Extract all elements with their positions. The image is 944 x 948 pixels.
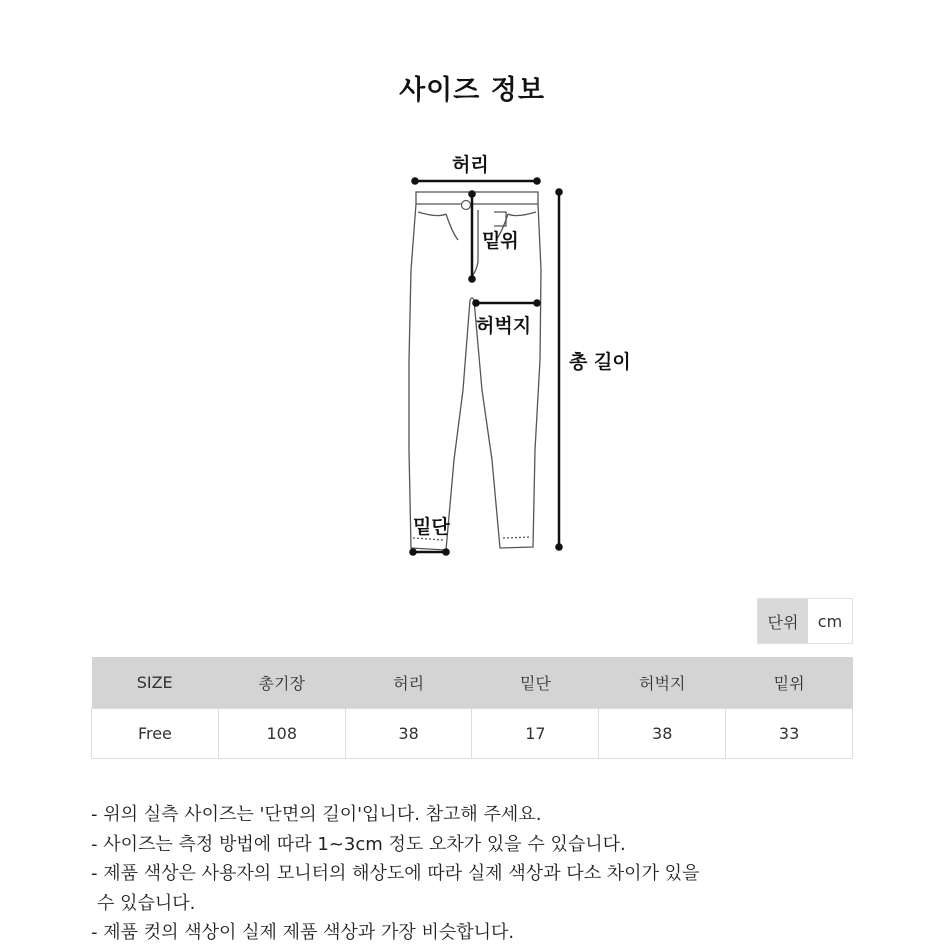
size-notes <box>91 800 851 948</box>
note-line: - 위의 실측 사이즈는 '단면의 길이'입니다. 참고해 주세요. <box>91 804 542 825</box>
cell-thigh: 38 <box>599 709 726 759</box>
thigh-label: 허벅지 <box>476 315 532 337</box>
total-length-label: 총 길이 <box>569 351 631 373</box>
waist-label: 허리 <box>452 154 489 176</box>
note-line: - 사이즈는 측정 방법에 따라 1~3cm 정도 오차가 있을 수 있습니다. <box>91 833 626 855</box>
header-size: SIZE <box>92 657 219 709</box>
cell-rise: 33 <box>726 709 853 759</box>
button-icon <box>462 201 471 210</box>
pants-outline <box>409 192 541 550</box>
note-line: - 제품 색상은 사용자의 모니터의 해상도에 따라 실제 색상과 다소 차이가 있을 <box>91 863 700 884</box>
unit-value: cm <box>808 599 852 643</box>
unit-indicator <box>757 598 853 644</box>
unit-label: 단위 <box>758 599 808 643</box>
hem-label: 밑단 <box>413 516 450 538</box>
header-hem: 밑단 <box>472 657 599 709</box>
header-waist: 허리 <box>345 657 472 709</box>
cell-total-length: 108 <box>218 709 345 759</box>
size-table <box>91 657 853 759</box>
header-rise: 밑위 <box>726 657 853 709</box>
header-thigh: 허벅지 <box>599 657 726 709</box>
note-line: 수 있습니다. <box>97 892 196 914</box>
header-total-length: 총기장 <box>218 657 345 709</box>
cell-waist: 38 <box>345 709 472 759</box>
table-row <box>92 709 853 759</box>
table-header-row <box>92 657 853 709</box>
rise-label: 밑위 <box>482 230 519 252</box>
cell-hem: 17 <box>472 709 599 759</box>
cell-size: Free <box>92 709 219 759</box>
page-title: 사이즈 정보 <box>399 75 545 106</box>
note-line: - 제품 컷의 색상이 실제 제품 색상과 가장 비슷합니다. <box>91 922 515 943</box>
